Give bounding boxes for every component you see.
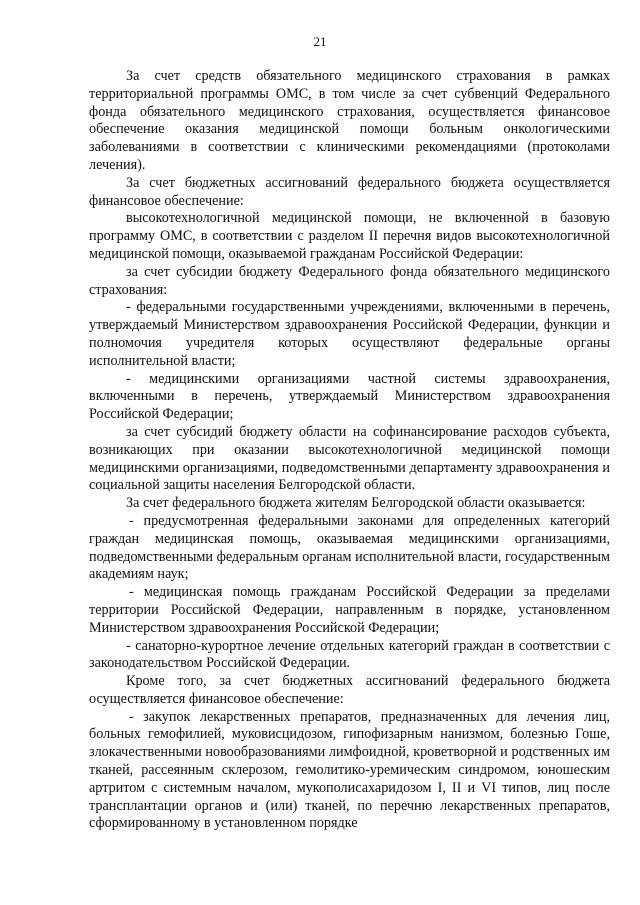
paragraph-additional-financing: Кроме того, за счет бюджетных ассигнований федерального бюджета осуществляется финансовое обеспечение: xyxy=(89,673,610,707)
page-number: 21 xyxy=(313,34,327,49)
paragraph-regional-cofinancing: за счет субсидий бюджету области на софинансирование расходов субъекта, возникающих при оказании высокотехнологичной медицинской помощи медицинскими организациями, подведомственными департаменту здравоохранения и социальной защиты населения Белгородской области. xyxy=(89,423,610,494)
paragraph-high-tech-care: высокотехнологичной медицинской помощи, не включенной в базовую программу ОМС, в соответствии с разделом II перечня видов высокотехнологичной медицинской помощи, оказываемой гражданам Российской Федерации: xyxy=(89,210,610,262)
paragraph-federal-care-residents: За счет федерального бюджета жителям Белгородской области оказывается: xyxy=(126,495,586,512)
list-item-sanatorium-treatment: - санаторно-курортное лечение отдельных категорий граждан в соответствии с законодательством Российской Федерации. xyxy=(89,637,610,672)
list-item-care-abroad: - медицинская помощь гражданам Российской Федерации за пределами территории Российской Федерации, направленным в порядке, установленном Министерством здравоохранения Российской Федерации; xyxy=(89,584,610,636)
document-body xyxy=(89,68,610,833)
paragraph-ffoms-subsidy: за счет субсидии бюджету Федерального фонда обязательного медицинского страхования: xyxy=(89,263,610,298)
list-item-drug-procurement: - закупок лекарственных препаратов, предназначенных для лечения лиц, больных гемофилией, муковисцидозом, гипофизарным нанизмом, болезнью Гоше, злокачественными новообразованиями лимфоидной, кроветворной и родственных им тканей, рассеянным склерозом, гемолитико-уремическим синдромом, юношеским артритом с системным началом, мукополисахаридозом I, II и VI типов, лиц после трансплантации органов и (или) тканей, по перечню лекарственных препаратов, сформированному в установленном порядке xyxy=(89,708,610,832)
list-item-federal-law-categories: - предусмотренная федеральными законами для определенных категорий граждан медицинская помощь, оказываемая медицинскими организациями, подведомственными федеральным органам исполнительной власти, государственным академиям наук; xyxy=(89,512,610,583)
list-item-federal-institutions: - федеральными государственными учреждениями, включенными в перечень, утверждаемый Министерством здравоохранения Российской Федерации, функции и полномочия учредителя которых осуществляют федеральные органы исполнительной власти; xyxy=(89,299,610,369)
list-item-private-organizations: - медицинскими организациями частной системы здравоохранения, включенными в перечень, утверждаемый Министерством здравоохранения Российской Федерации; xyxy=(89,370,610,423)
paragraph-federal-budget-intro: За счет бюджетных ассигнований федерального бюджета осуществляется финансовое обеспечение: xyxy=(89,174,610,209)
paragraph-oms-oncology: За счет средств обязательного медицинского страхования в рамках территориальной программы ОМС, в том числе за счет субвенций Федерального фонда обязательного медицинского страхования, осуществляется финансовое обеспечение оказания медицинской помощи больным онкологическими заболеваниями в соответствии с клиническими рекомендациями (протоколами лечения). xyxy=(89,68,610,173)
